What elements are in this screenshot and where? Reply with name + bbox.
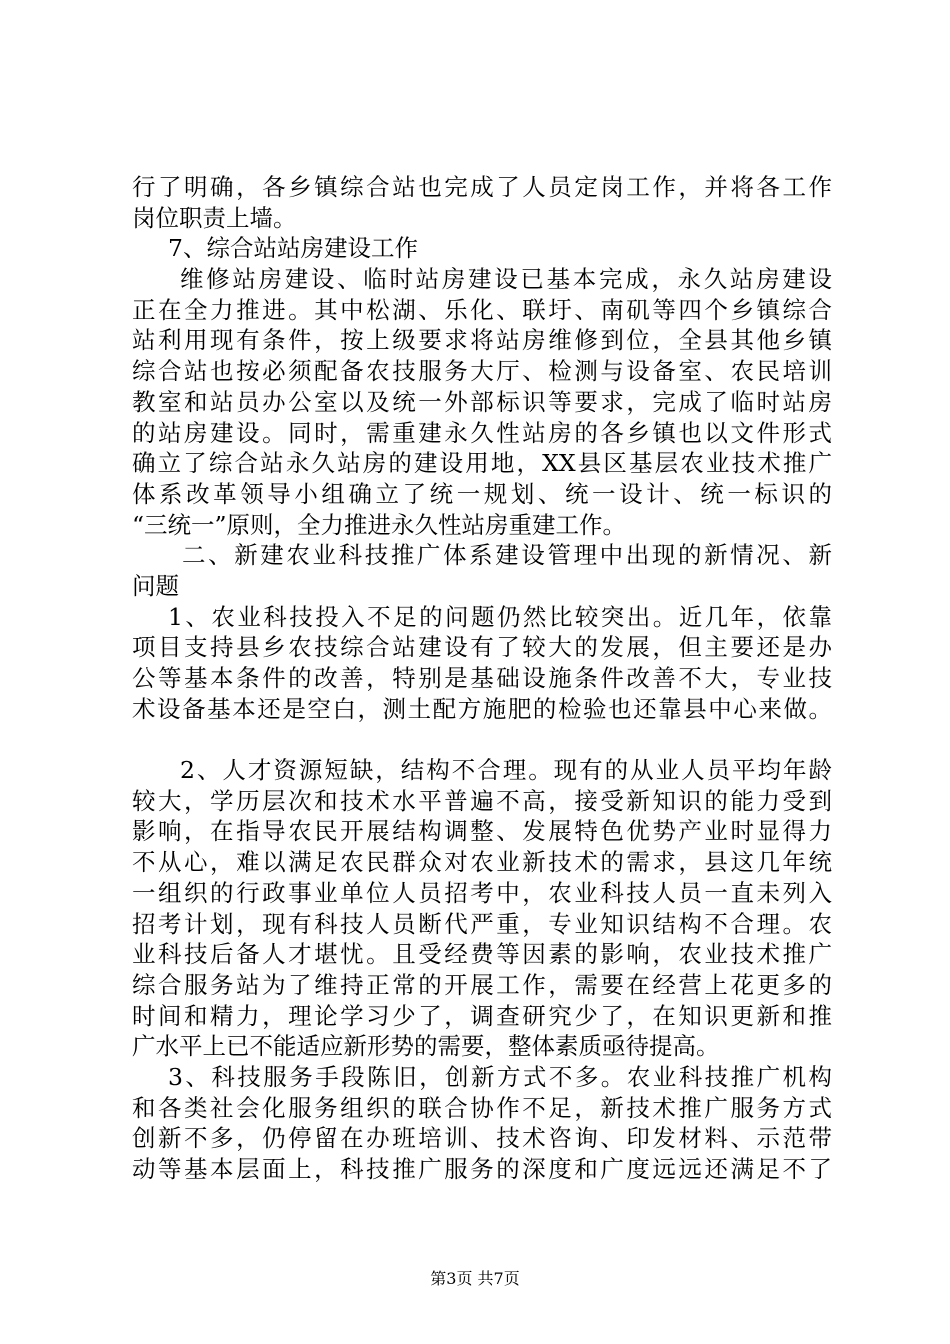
text-line: 1、农业科技投入不足的问题仍然比较突出。近几年，依靠 (168, 602, 832, 631)
page-number: 第3页 共7页 (430, 1269, 520, 1288)
text-line: 影响，在指导农民开展结构调整、发展特色优势产业时显得力 (132, 817, 832, 846)
document-body (132, 172, 832, 1185)
text-line: 3、科技服务手段陈旧，创新方式不多。农业科技推广机构 (168, 1062, 832, 1091)
section-heading: 问题 (132, 571, 179, 600)
text-line: 维修站房建设、临时站房建设已基本完成，永久站房建设 (180, 265, 832, 294)
text-line: 确立了综合站永久站房的建设用地，XX县区基层农业技术推广 (132, 449, 832, 478)
text-line: 时间和精力，理论学习少了，调查研究少了，在知识更新和推 (132, 1001, 832, 1030)
text-line: 站利用现有条件，按上级要求将站房维修到位，全县其他乡镇 (132, 326, 832, 355)
text-line: 岗位职责上墙。 (132, 203, 297, 232)
text-line: 创新不多，仍停留在办班培训、技术咨询、印发材料、示范带 (132, 1124, 832, 1153)
text-line: 体系改革领导小组确立了统一规划、统一设计、统一标识的 (132, 479, 832, 508)
text-line: 术设备基本还是空白，测土配方施肥的检验也还靠县中心来做。 (132, 694, 832, 723)
text-line: 2、人才资源短缺，结构不合理。现有的从业人员平均年龄 (180, 756, 832, 785)
text-line: 综合服务站为了维持正常的开展工作，需要在经营上花更多的 (132, 970, 832, 999)
text-line: 较大，学历层次和技术水平普遍不高，接受新知识的能力受到 (132, 786, 832, 815)
text-line: 的站房建设。同时，需重建永久性站房的各乡镇也以文件形式 (132, 418, 832, 447)
text-line: 项目支持县乡农技综合站建设有了较大的发展，但主要还是办 (132, 633, 832, 662)
text-line: “三统一”原则，全力推进永久性站房重建工作。 (132, 510, 627, 539)
text-line: 行了明确，各乡镇综合站也完成了人员定岗工作，并将各工作 (132, 173, 832, 201)
section-heading: 二、新建农业科技推广体系建设管理中出现的新情况、新 (182, 541, 832, 570)
text-line: 业科技后备人才堪忧。且受经费等因素的影响，农业技术推广 (132, 940, 832, 969)
text-line: 一组织的行政事业单位人员招考中，农业科技人员一直未列入 (132, 878, 832, 907)
text-line: 广水平上已不能适应新形势的需要，整体素质亟待提高。 (132, 1032, 720, 1061)
text-line: 和各类社会化服务组织的联合协作不足，新技术推广服务方式 (132, 1093, 832, 1122)
text-line: 正在全力推进。其中松湖、乐化、联圩、南矶等四个乡镇综合 (132, 295, 832, 324)
text-line: 公等基本条件的改善，特别是基础设施条件改善不大，专业技 (132, 664, 832, 692)
text-line: 招考计划，现有科技人员断代严重，专业知识结构不合理。农 (132, 909, 832, 938)
text-line: 综合站也按必须配备农技服务大厅、检测与设备室、农民培训 (132, 357, 832, 386)
text-line: 动等基本层面上，科技推广服务的深度和广度远远还满足不了 (132, 1155, 832, 1183)
text-line: 教室和站员办公室以及统一外部标识等要求，完成了临时站房 (132, 387, 832, 416)
blank-line (132, 724, 832, 755)
section-heading: 7、综合站站房建设工作 (168, 234, 418, 263)
text-line: 不从心，难以满足农民群众对农业新技术的需求，县这几年统 (132, 848, 832, 877)
